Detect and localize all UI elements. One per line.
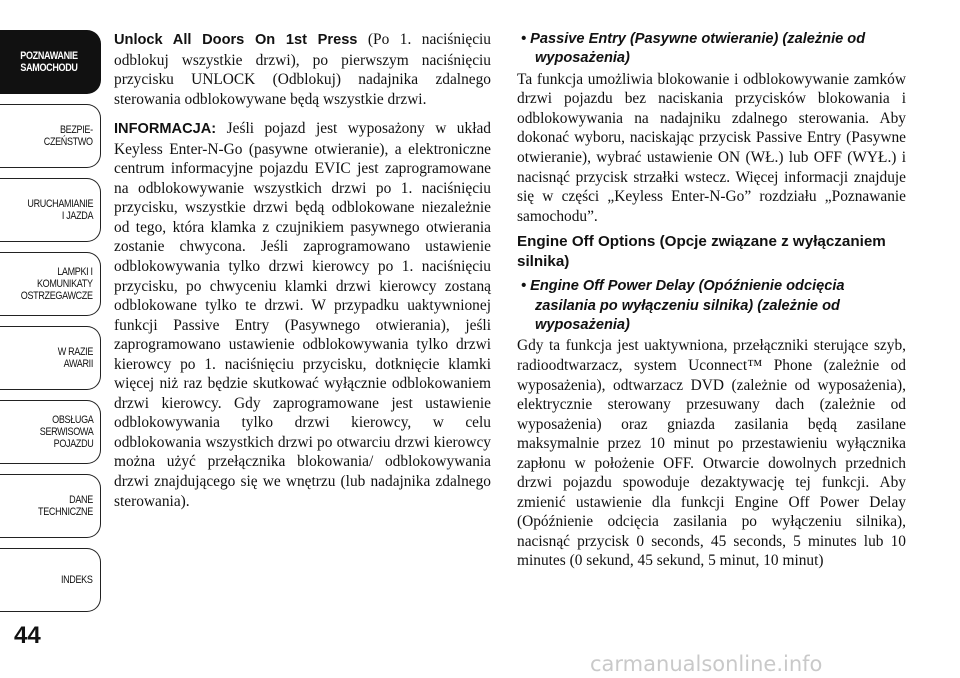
tab-obsluga-serwisowa[interactable] [0, 400, 101, 464]
tab-lampki-i-komunikaty[interactable] [0, 252, 101, 316]
right-column [517, 30, 906, 573]
passive-entry-text: Ta funkcja umożliwia blokowanie i odblokowywanie zamków drzwi pojazdu bez naciskania przycisków blokowania i odblokowywania na nadajniku zdalnego sterowania. Aby dokonać wyboru, naciskając przycisk Passive Entry (Pasywne otwieranie), wybrać ustawienie ON (WŁ.) lub OFF (WYŁ.) i nacisnąć przycisk strzałki wstecz. Więcej informacji znajduje się w części „Keyless Enter-N-Go” rozdziału „Poznawanie samochodu”. [517, 70, 906, 225]
unlock-text: (Po 1. naciśnięciu odblokuj wszystkie drzwi), po pierwszym naciśnięciu przycisku UNLOCK (Odblokuj) nadajnika zdalnego sterowania odblokowywane będą wszystkie drzwi. [114, 31, 491, 108]
tab-label: POZNAWANIE SAMOCHODU [19, 50, 78, 74]
info-paragraph [114, 119, 491, 511]
unlock-paragraph [114, 30, 491, 109]
power-delay-text: Gdy ta funkcja jest uaktywniona, przełączniki sterujące szyb, radioodtwarzacz, system Uconnect™ Phone (zależnie od wyposażenia), odtwarzacz DVD (zależnie od wyposażenia), elektrycznie sterowany przesuwany dach (zależnie od wyposażenia) oraz gniazda zasilania będą zasilane maksymalnie przez 10 minut po przestawieniu wyłącznika zapłonu w położenie OFF. Otwarcie dowolnych przednich drzwi pojazdu spowoduje dezaktywację tej funkcji. Aby zmienić ustawienie dla funkcji Engine Off Power Delay (Opóźnienie odcięcia zasilania po wyłączeniu silnika), nacisnąć przycisk 0 seconds, 45 seconds, 5 minutes lub 10 minutes (0 sekund, 45 sekund, 5 minut, 10 minut) [517, 337, 906, 570]
page-number: 44 [14, 622, 41, 649]
tab-label: LAMPKI I KOMUNIKATY OSTRZEGAWCZE [21, 266, 93, 302]
tab-label: INDEKS [61, 574, 93, 586]
left-column [114, 30, 491, 513]
chapter-tabs [0, 30, 101, 622]
tab-bezpieczenstwo[interactable] [0, 104, 101, 168]
tab-dane-techniczne[interactable] [0, 474, 101, 538]
tab-label: W RAZIE AWARII [57, 346, 93, 370]
tab-label: DANE TECHNICZNE [38, 494, 93, 518]
tab-label: BEZPIE- CZEŃSTWO [44, 124, 93, 148]
tab-w-razie-awarii[interactable] [0, 326, 101, 390]
tab-uruchamianie-i-jazda[interactable] [0, 178, 101, 242]
passive-entry-bullet: • Passive Entry (Pasywne otwieranie) (zależnie od wyposażenia) [521, 31, 866, 67]
tab-poznawanie-samochodu[interactable] [0, 30, 101, 94]
tab-label: URUCHAMIANIE I JAZDA [27, 198, 93, 222]
watermark: carmanualsonline.info [590, 652, 823, 676]
tab-indeks[interactable] [0, 548, 101, 612]
unlock-heading: Unlock All Doors On 1st Press [114, 32, 358, 48]
info-label: INFORMACJA: [114, 121, 217, 138]
info-text: Jeśli pojazd jest wyposażony w układ Keyless Enter-N-Go (pasywne otwieranie), a elektroniczne centrum informacyjne pojazdu EVIC jest zaprogramowane na odblokowywanie wszystkich drzwi po 1. naciśnięciu przycisku, wszystkie drzwi będą odblokowane niezależnie od tego, która klamka z czujnikiem pasywnego otwierania zostanie chwycona. Jeśli zaprogramowano ustawienie odblokowywania tylko drzwi kierowcy po 1. naciśnięciu przycisku, po chwyceniu klamki drzwi kierowcy zostaną odblokowane tylko te drzwi. W przypadku uaktywnionej funkcji Passive Entry (Pasywnego otwierania), jeśli zaprogramowano ustawienie odblokowywania tylko drzwi kierowcy po 1. naciśnięciu przycisku, dotknięcie klamki więcej niż raz będzie skutkować wyłącznie odblokowaniem drzwi kierowcy. Gdy zaprogramowane jest ustawienie odblokowywania tylko drzwi kierowcy, w celu odblokowania wszystkich drzwi po otwarciu drzwi kierowcy można użyć przełącznika blokowania/ odblokowywania drzwi znajdującego się we wnętrzu (lub nadajnika zdalnego sterowania). [114, 120, 491, 510]
engine-off-heading: Engine Off Options (Opcje związane z wyłączaniem silnika) [517, 233, 886, 271]
power-delay-bullet: • Engine Off Power Delay (Opóźnienie odcięcia zasilania po wyłączeniu silnika) (zależnie od wyposażenia) [521, 278, 845, 333]
tab-label: OBSŁUGA SERWISOWA POJAZDU [39, 414, 93, 450]
